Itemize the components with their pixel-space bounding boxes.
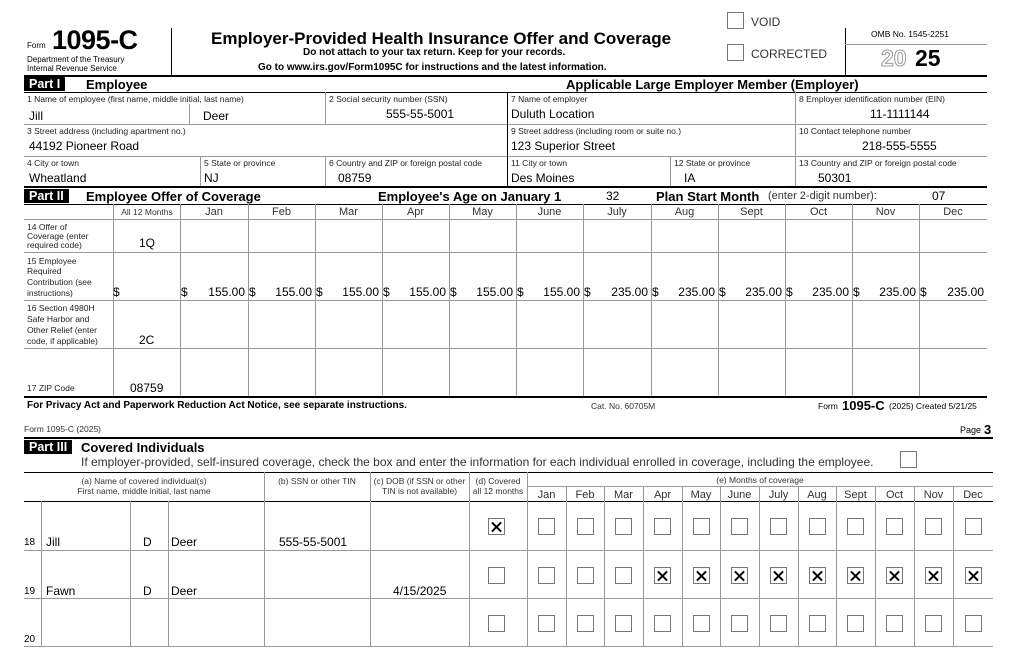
coverage-month-july: July: [768, 489, 789, 501]
grid-line: [643, 486, 644, 646]
coverage-checkbox-may[interactable]: [693, 567, 710, 584]
employer-street[interactable]: 123 Superior Street: [511, 139, 616, 153]
month-header-dec: Dec: [943, 206, 963, 218]
col-a-header: (a) Name of covered individual(s): [81, 476, 207, 486]
offer-code-all12[interactable]: 1Q: [139, 236, 156, 250]
contribution-dollar-oct: $: [786, 285, 793, 299]
line-number: 19: [24, 586, 36, 597]
employee-state[interactable]: NJ: [204, 171, 219, 185]
page3-form-ref: Form 1095-C (2025): [24, 424, 102, 434]
contribution-may[interactable]: 155.00: [476, 285, 513, 299]
plan-start-paren: (enter 2-digit number):: [768, 190, 877, 202]
part2-badge: Part II: [24, 189, 69, 203]
grid-line: [919, 204, 920, 396]
month-header-jan: Jan: [205, 206, 223, 218]
coverage-checkbox-mar[interactable]: [615, 615, 632, 632]
grid-line: [720, 486, 721, 646]
contribution-dec[interactable]: 235.00: [947, 285, 984, 299]
part1-employer-header: Applicable Large Employer Member (Employer): [566, 77, 859, 92]
coverage-checkbox-sept[interactable]: [847, 518, 864, 535]
coverage-checkbox-apr[interactable]: [654, 518, 671, 535]
employer-name[interactable]: Duluth Location: [511, 107, 595, 121]
grid-line: [248, 204, 249, 396]
employer-phone[interactable]: 218-555-5555: [862, 139, 937, 153]
label-employer-state: 12 State or province: [674, 158, 751, 168]
contribution-aug[interactable]: 235.00: [678, 285, 715, 299]
coverage-checkbox-oct[interactable]: [886, 518, 903, 535]
covered-all12-checkbox[interactable]: [488, 518, 505, 535]
col-b-header: (b) SSN or other TIN: [278, 476, 356, 486]
subtitle-goto: Go to www.irs.gov/Form1095C for instructions and the latest information.: [258, 62, 607, 73]
corrected-label: CORRECTED: [751, 47, 828, 61]
coverage-checkbox-apr[interactable]: [654, 615, 671, 632]
form-number: 1095-C: [52, 25, 138, 55]
grid-line: [583, 204, 584, 396]
grid-line: [651, 204, 652, 396]
grid-line: [875, 486, 876, 646]
contribution-june[interactable]: 155.00: [543, 285, 580, 299]
coverage-month-feb: Feb: [575, 489, 595, 501]
coverage-checkbox-june[interactable]: [731, 615, 748, 632]
grid-line: [836, 486, 837, 646]
label-state: 5 State or province: [204, 158, 276, 168]
corrected-checkbox[interactable]: [727, 44, 744, 61]
employee-street[interactable]: 44192 Pioneer Road: [29, 139, 140, 153]
coverage-checkbox-jan[interactable]: [538, 518, 555, 535]
covered-first-name[interactable]: Jill: [46, 535, 60, 549]
coverage-checkbox-dec[interactable]: [965, 567, 982, 584]
all12-header: All 12 Months: [121, 207, 173, 217]
grid-line: [852, 204, 853, 396]
covered-last-name[interactable]: Deer: [171, 584, 198, 598]
col-d-subheader: all 12 months: [472, 486, 524, 496]
covered-all12-checkbox[interactable]: [488, 615, 505, 632]
plan-start-month[interactable]: 07: [932, 189, 946, 203]
contribution-feb[interactable]: 155.00: [275, 285, 312, 299]
year-bold: 25: [915, 45, 941, 71]
employer-ein[interactable]: 11-1111144: [870, 107, 930, 121]
contribution-oct[interactable]: 235.00: [812, 285, 849, 299]
coverage-month-june: June: [727, 489, 752, 501]
coverage-checkbox-nov[interactable]: [925, 518, 942, 535]
contribution-dollar-mar: $: [316, 285, 323, 299]
age-label: Employee's Age on January 1: [378, 189, 562, 204]
coverage-checkbox-june[interactable]: [731, 518, 748, 535]
label-phone: 10 Contact telephone number: [799, 126, 911, 136]
covered-middle-initial[interactable]: D: [143, 584, 152, 598]
employee-city[interactable]: Wheatland: [29, 171, 87, 185]
contribution-dollar-feb: $: [249, 285, 256, 299]
coverage-checkbox-oct[interactable]: [886, 567, 903, 584]
part3-header: Covered Individuals: [81, 440, 205, 455]
coverage-checkbox-dec[interactable]: [965, 615, 982, 632]
coverage-checkbox-july[interactable]: [770, 615, 787, 632]
contribution-dollar-jan: $: [181, 285, 188, 299]
coverage-month-aug: Aug: [807, 489, 827, 501]
dept-treasury: Department of the Treasury: [27, 55, 125, 64]
coverage-checkbox-aug[interactable]: [809, 567, 826, 584]
col-c-header: (c) DOB (if SSN or other: [373, 476, 466, 486]
contribution-dollar-may: $: [450, 285, 457, 299]
label-ssn: 2 Social security number (SSN): [329, 94, 448, 104]
year-outline: 20: [881, 45, 907, 71]
grid-line: [759, 486, 760, 646]
grid-line: [566, 486, 567, 646]
footer-created: (2025) Created 5/21/25: [889, 401, 977, 411]
coverage-checkbox-sept[interactable]: [847, 567, 864, 584]
coverage-month-nov: Nov: [923, 489, 944, 501]
coverage-checkbox-oct[interactable]: [886, 615, 903, 632]
month-header-feb: Feb: [272, 206, 291, 218]
contribution-mar[interactable]: 155.00: [342, 285, 379, 299]
covered-all12-checkbox[interactable]: [488, 567, 505, 584]
contribution-sept[interactable]: 235.00: [745, 285, 782, 299]
coverage-month-mar: Mar: [614, 489, 633, 501]
self-insured-checkbox[interactable]: [900, 451, 917, 468]
grid-line: [798, 486, 799, 646]
label-employer-zip: 13 Country and ZIP or foreign postal code: [799, 158, 957, 168]
label-employer-city: 11 City or town: [511, 158, 568, 168]
covered-dob[interactable]: 4/15/2025: [393, 584, 447, 598]
page-word: Page: [960, 425, 982, 435]
coverage-checkbox-sept[interactable]: [847, 615, 864, 632]
coverage-month-may: May: [690, 489, 712, 501]
part3-badge: Part III: [24, 440, 72, 454]
void-label: VOID: [751, 15, 781, 29]
privacy-notice: For Privacy Act and Paperwork Reduction Act Notice, see separate instructions.: [27, 400, 407, 411]
part2-header: Employee Offer of Coverage: [86, 189, 261, 204]
employee-first-name[interactable]: Jill: [29, 109, 43, 123]
subtitle-keep: Do not attach to your tax return. Keep for your records.: [303, 47, 566, 58]
safe-harbor-all12[interactable]: 2C: [139, 333, 155, 347]
label-street: 3 Street address (including apartment no.): [27, 126, 186, 136]
omb-number: OMB No. 1545-2251: [871, 29, 949, 39]
grid-line: [785, 204, 786, 396]
col-c-subheader: TIN is not available): [381, 486, 458, 496]
grid-line: [469, 472, 470, 646]
covered-ssn[interactable]: 555-55-5001: [279, 535, 348, 549]
coverage-checkbox-jan[interactable]: [538, 567, 555, 584]
grid-line: [264, 472, 265, 646]
col-d-header: (d) Covered: [475, 476, 521, 486]
grid-line: [370, 472, 371, 646]
coverage-checkbox-apr[interactable]: [654, 567, 671, 584]
month-header-july: July: [607, 206, 627, 218]
label-employer-name: 7 Name of employer: [511, 94, 588, 104]
coverage-checkbox-feb[interactable]: [577, 567, 594, 584]
grid-line: [382, 204, 383, 396]
employee-zip[interactable]: 08759: [338, 171, 372, 185]
coverage-checkbox-mar[interactable]: [615, 518, 632, 535]
month-header-apr: Apr: [406, 206, 425, 218]
label-city: 4 City or town: [27, 158, 79, 168]
zip-code-all12[interactable]: 08759: [130, 381, 164, 395]
employer-city[interactable]: Des Moines: [511, 171, 575, 185]
grid-line: [41, 501, 42, 646]
covered-first-name[interactable]: Fawn: [46, 584, 76, 598]
part3-instruction: If employer-provided, self-insured coverage, check the box and enter the information for each individual enrolled in coverage, including the employee.: [81, 455, 874, 469]
month-header-june: June: [537, 206, 562, 218]
employer-state[interactable]: IA: [684, 171, 696, 185]
line-number: 20: [24, 634, 36, 645]
form-title: Employer-Provided Health Insurance Offer and Coverage: [211, 29, 672, 48]
coverage-month-sept: Sept: [844, 489, 867, 501]
grid-line: [449, 204, 450, 396]
coverage-checkbox-nov[interactable]: [925, 567, 942, 584]
label-ein: 8 Employer identification number (EIN): [799, 94, 945, 104]
grid-line: [914, 486, 915, 646]
coverage-checkbox-may[interactable]: [693, 518, 710, 535]
grid-line: [953, 486, 954, 646]
grid-line: [604, 486, 605, 646]
coverage-checkbox-jan[interactable]: [538, 615, 555, 632]
coverage-month-dec: Dec: [963, 489, 983, 501]
contribution-dollar-dec: $: [920, 285, 927, 299]
contribution-nov[interactable]: 235.00: [879, 285, 916, 299]
contribution-dollar-aug: $: [652, 285, 659, 299]
col-a-subheader: First name, middle initial, last name: [77, 486, 211, 496]
month-header-mar: Mar: [339, 206, 358, 218]
coverage-checkbox-feb[interactable]: [577, 518, 594, 535]
coverage-month-jan: Jan: [537, 489, 556, 501]
grid-line: [682, 486, 683, 646]
page-number: 3: [984, 422, 992, 437]
coverage-checkbox-feb[interactable]: [577, 615, 594, 632]
contribution-dollar-nov: $: [853, 285, 860, 299]
coverage-checkbox-mar[interactable]: [615, 567, 632, 584]
contribution-apr[interactable]: 155.00: [409, 285, 446, 299]
label-employer-street: 9 Street address (including room or suite no.): [511, 126, 682, 136]
employer-zip[interactable]: 50301: [818, 171, 852, 185]
coverage-checkbox-aug[interactable]: [809, 615, 826, 632]
grid-line: [718, 204, 719, 396]
month-header-aug: Aug: [674, 206, 695, 218]
month-header-oct: Oct: [809, 206, 828, 218]
grid-line: [180, 204, 181, 396]
grid-line: [113, 204, 114, 396]
col-e-header: (e) Months of coverage: [716, 475, 804, 485]
grid-line: [168, 501, 169, 646]
coverage-checkbox-june[interactable]: [731, 567, 748, 584]
label-zip: 6 Country and ZIP or foreign postal code: [329, 158, 482, 168]
part1-badge: Part I: [24, 77, 65, 91]
coverage-month-oct: Oct: [885, 489, 904, 501]
coverage-month-apr: Apr: [653, 489, 672, 501]
coverage-checkbox-july[interactable]: [770, 567, 787, 584]
void-checkbox[interactable]: [727, 12, 744, 29]
covered-last-name[interactable]: Deer: [171, 535, 198, 549]
contribution-dollar-june: $: [517, 285, 524, 299]
contribution-all12-dollar: $: [113, 285, 120, 299]
contribution-dollar-sept: $: [719, 285, 726, 299]
grid-line: [130, 501, 131, 646]
coverage-checkbox-may[interactable]: [693, 615, 710, 632]
month-header-sept: Sept: [740, 206, 763, 218]
footer-form-word: Form: [818, 401, 838, 411]
irs: Internal Revenue Service: [27, 64, 117, 73]
employee-ssn[interactable]: 555-55-5001: [386, 107, 455, 121]
form-word: Form: [27, 41, 46, 50]
employee-last-name[interactable]: Deer: [203, 109, 230, 123]
month-header-nov: Nov: [875, 206, 896, 218]
label-employee-name: 1 Name of employee (first name, middle initial, last name): [27, 94, 244, 104]
footer-form-number: 1095-C: [842, 398, 885, 413]
contribution-jan[interactable]: 155.00: [208, 285, 245, 299]
grid-line: [315, 204, 316, 396]
employee-age[interactable]: 32: [606, 189, 620, 203]
grid-line: [527, 472, 528, 646]
cat-number: Cat. No. 60705M: [591, 401, 656, 411]
coverage-checkbox-nov[interactable]: [925, 615, 942, 632]
contribution-dollar-apr: $: [383, 285, 390, 299]
contribution-july[interactable]: 235.00: [611, 285, 648, 299]
coverage-checkbox-july[interactable]: [770, 518, 787, 535]
grid-line: [516, 204, 517, 396]
contribution-dollar-july: $: [584, 285, 591, 299]
row17-label: 17 ZIP Code: [27, 383, 75, 393]
part1-employee-header: Employee: [86, 77, 148, 92]
covered-middle-initial[interactable]: D: [143, 535, 152, 549]
plan-start-label: Plan Start Month: [656, 189, 760, 204]
coverage-checkbox-aug[interactable]: [809, 518, 826, 535]
month-header-may: May: [472, 206, 493, 218]
coverage-checkbox-dec[interactable]: [965, 518, 982, 535]
line-number: 18: [24, 537, 36, 548]
